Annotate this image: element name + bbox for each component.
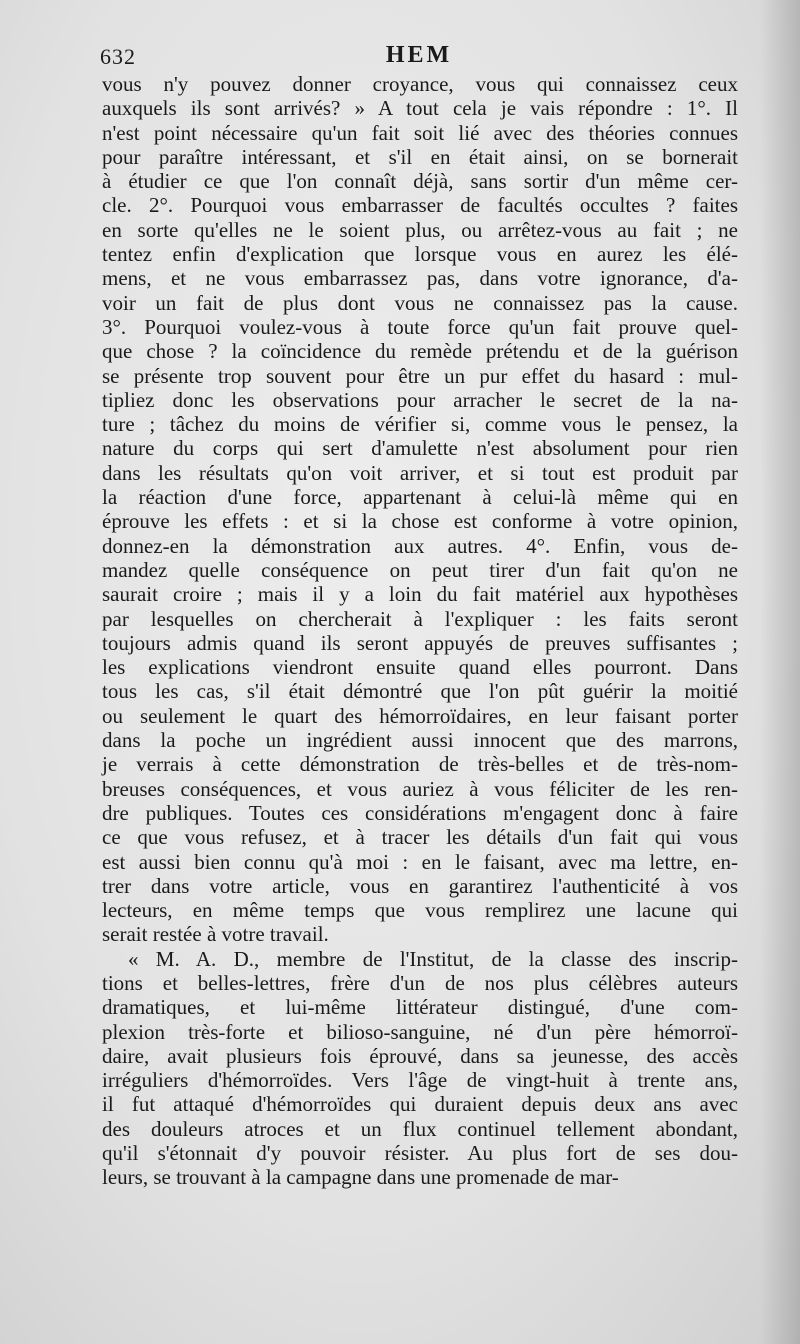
text-line: plexion très-forte et bilioso-sanguine, né d'un père hémorroï- xyxy=(102,1019,738,1044)
text-line: ce que vous refusez, et à tracer les détails d'un fait qui vous xyxy=(102,825,738,850)
text-line: tipliez donc les observations pour arracher le secret de la na- xyxy=(102,387,738,412)
text-line: tous les cas, s'il était démontré que l'on pût guérir la moitié xyxy=(102,679,738,704)
text-line: dans la poche un ingrédient aussi innocent que des marrons, xyxy=(102,728,738,753)
text-line: éprouve les effets : et si la chose est conforme à votre opinion, xyxy=(102,509,738,534)
text-line: ou seulement le quart des hémorroïdaires, en leur faisant porter xyxy=(102,703,738,728)
text-line: leurs, se trouvant à la campagne dans une promenade de mar- xyxy=(102,1165,619,1190)
text-line: qu'il s'étonnait d'y pouvoir résister. Au plus fort de ses dou- xyxy=(102,1141,738,1166)
text-line: dre publiques. Toutes ces considérations m'engagent donc à faire xyxy=(102,800,738,825)
page-edge-shadow xyxy=(760,0,800,1344)
text-line: vous n'y pouvez donner croyance, vous qui connaissez ceux xyxy=(102,72,738,96)
text-line: pour paraître intéressant, et s'il en était ainsi, on se bornerait xyxy=(102,144,738,169)
text-line: mandez quelle conséquence on peut tirer d'un fait qu'on ne xyxy=(102,557,738,582)
text-line: en sorte qu'elles ne le soient plus, ou arrêtez-vous au fait ; ne xyxy=(102,217,738,242)
text-line: tentez enfin d'explication que lorsque vous en aurez les élé- xyxy=(102,242,738,267)
text-line: des douleurs atroces et un flux continuel tellement abondant, xyxy=(102,1116,738,1141)
text-line: mens, et ne vous embarrassez pas, dans votre ignorance, d'a- xyxy=(102,266,738,291)
text-line: dans les résultats qu'on voit arriver, et si tout est produit par xyxy=(102,460,738,485)
text-line: trer dans votre article, vous en garantirez l'authenticité à vos xyxy=(102,873,738,898)
text-line: ture ; tâchez du moins de vérifier si, comme vous le pensez, la xyxy=(102,412,738,437)
text-line: breuses conséquences, et vous auriez à vous féliciter de les ren- xyxy=(102,776,738,801)
page-header xyxy=(100,40,738,74)
text-line: tions et belles-lettres, frère d'un de nos plus célèbres auteurs xyxy=(102,970,738,995)
text-line: toujours admis quand ils seront appuyés de preuves suffisantes ; xyxy=(102,630,738,655)
text-line: donnez-en la démonstration aux autres. 4°. Enfin, vous de- xyxy=(102,533,738,558)
text-line: je verrais à cette démonstration de très-belles et de très-nom- xyxy=(102,752,738,777)
text-line: que chose ? la coïncidence du remède prétendu et de la guérison xyxy=(102,339,738,364)
body-text xyxy=(102,72,738,1190)
text-line: irréguliers d'hémorroïdes. Vers l'âge de vingt-huit à trente ans, xyxy=(102,1068,738,1093)
page-number: 632 xyxy=(100,44,136,69)
text-line: daire, avait plusieurs fois éprouvé, dans sa jeunesse, des accès xyxy=(102,1043,738,1068)
text-line: la réaction d'une force, appartenant à celui-là même qui en xyxy=(102,485,738,510)
text-line: dramatiques, et lui-même littérateur distingué, d'une com- xyxy=(102,995,738,1020)
text-line: serait restée à votre travail. xyxy=(102,922,329,947)
running-head: HEM xyxy=(385,42,453,68)
text-line: les explications viendront ensuite quand elles pourront. Dans xyxy=(102,655,738,680)
text-line: par lesquelles on chercherait à l'expliquer : les faits seront xyxy=(102,606,738,631)
text-line: cle. 2°. Pourquoi vous embarrasser de facultés occultes ? faites xyxy=(102,193,738,218)
text-line: saurait croire ; mais il y a loin du fait matériel aux hypothèses xyxy=(102,582,738,607)
text-line: « M. A. D., membre de l'Institut, de la classe des inscrip- xyxy=(128,946,738,971)
text-line: à étudier ce que l'on connaît déjà, sans sortir d'un même cer- xyxy=(102,169,738,194)
text-line: voir un fait de plus dont vous ne connaissez pas la cause. xyxy=(102,290,738,315)
text-line: est aussi bien connu qu'à moi : en le faisant, avec ma lettre, en- xyxy=(102,849,738,874)
text-line: auxquels ils sont arrivés? » A tout cela je vais répondre : 1°. Il xyxy=(102,96,738,121)
text-line: il fut attaqué d'hémorroïdes qui duraient depuis deux ans avec xyxy=(102,1092,738,1117)
text-line: n'est point nécessaire qu'un fait soit lié avec des théories connues xyxy=(102,120,738,145)
text-line: nature du corps qui sert d'amulette n'est absolument pour rien xyxy=(102,436,738,461)
text-line: se présente trop souvent pour être un pur effet du hasard : mul- xyxy=(102,363,738,388)
text-line: lecteurs, en même temps que vous remplirez une lacune qui xyxy=(102,898,738,923)
text-line: 3°. Pourquoi voulez-vous à toute force qu'un fait prouve quel- xyxy=(102,314,738,339)
